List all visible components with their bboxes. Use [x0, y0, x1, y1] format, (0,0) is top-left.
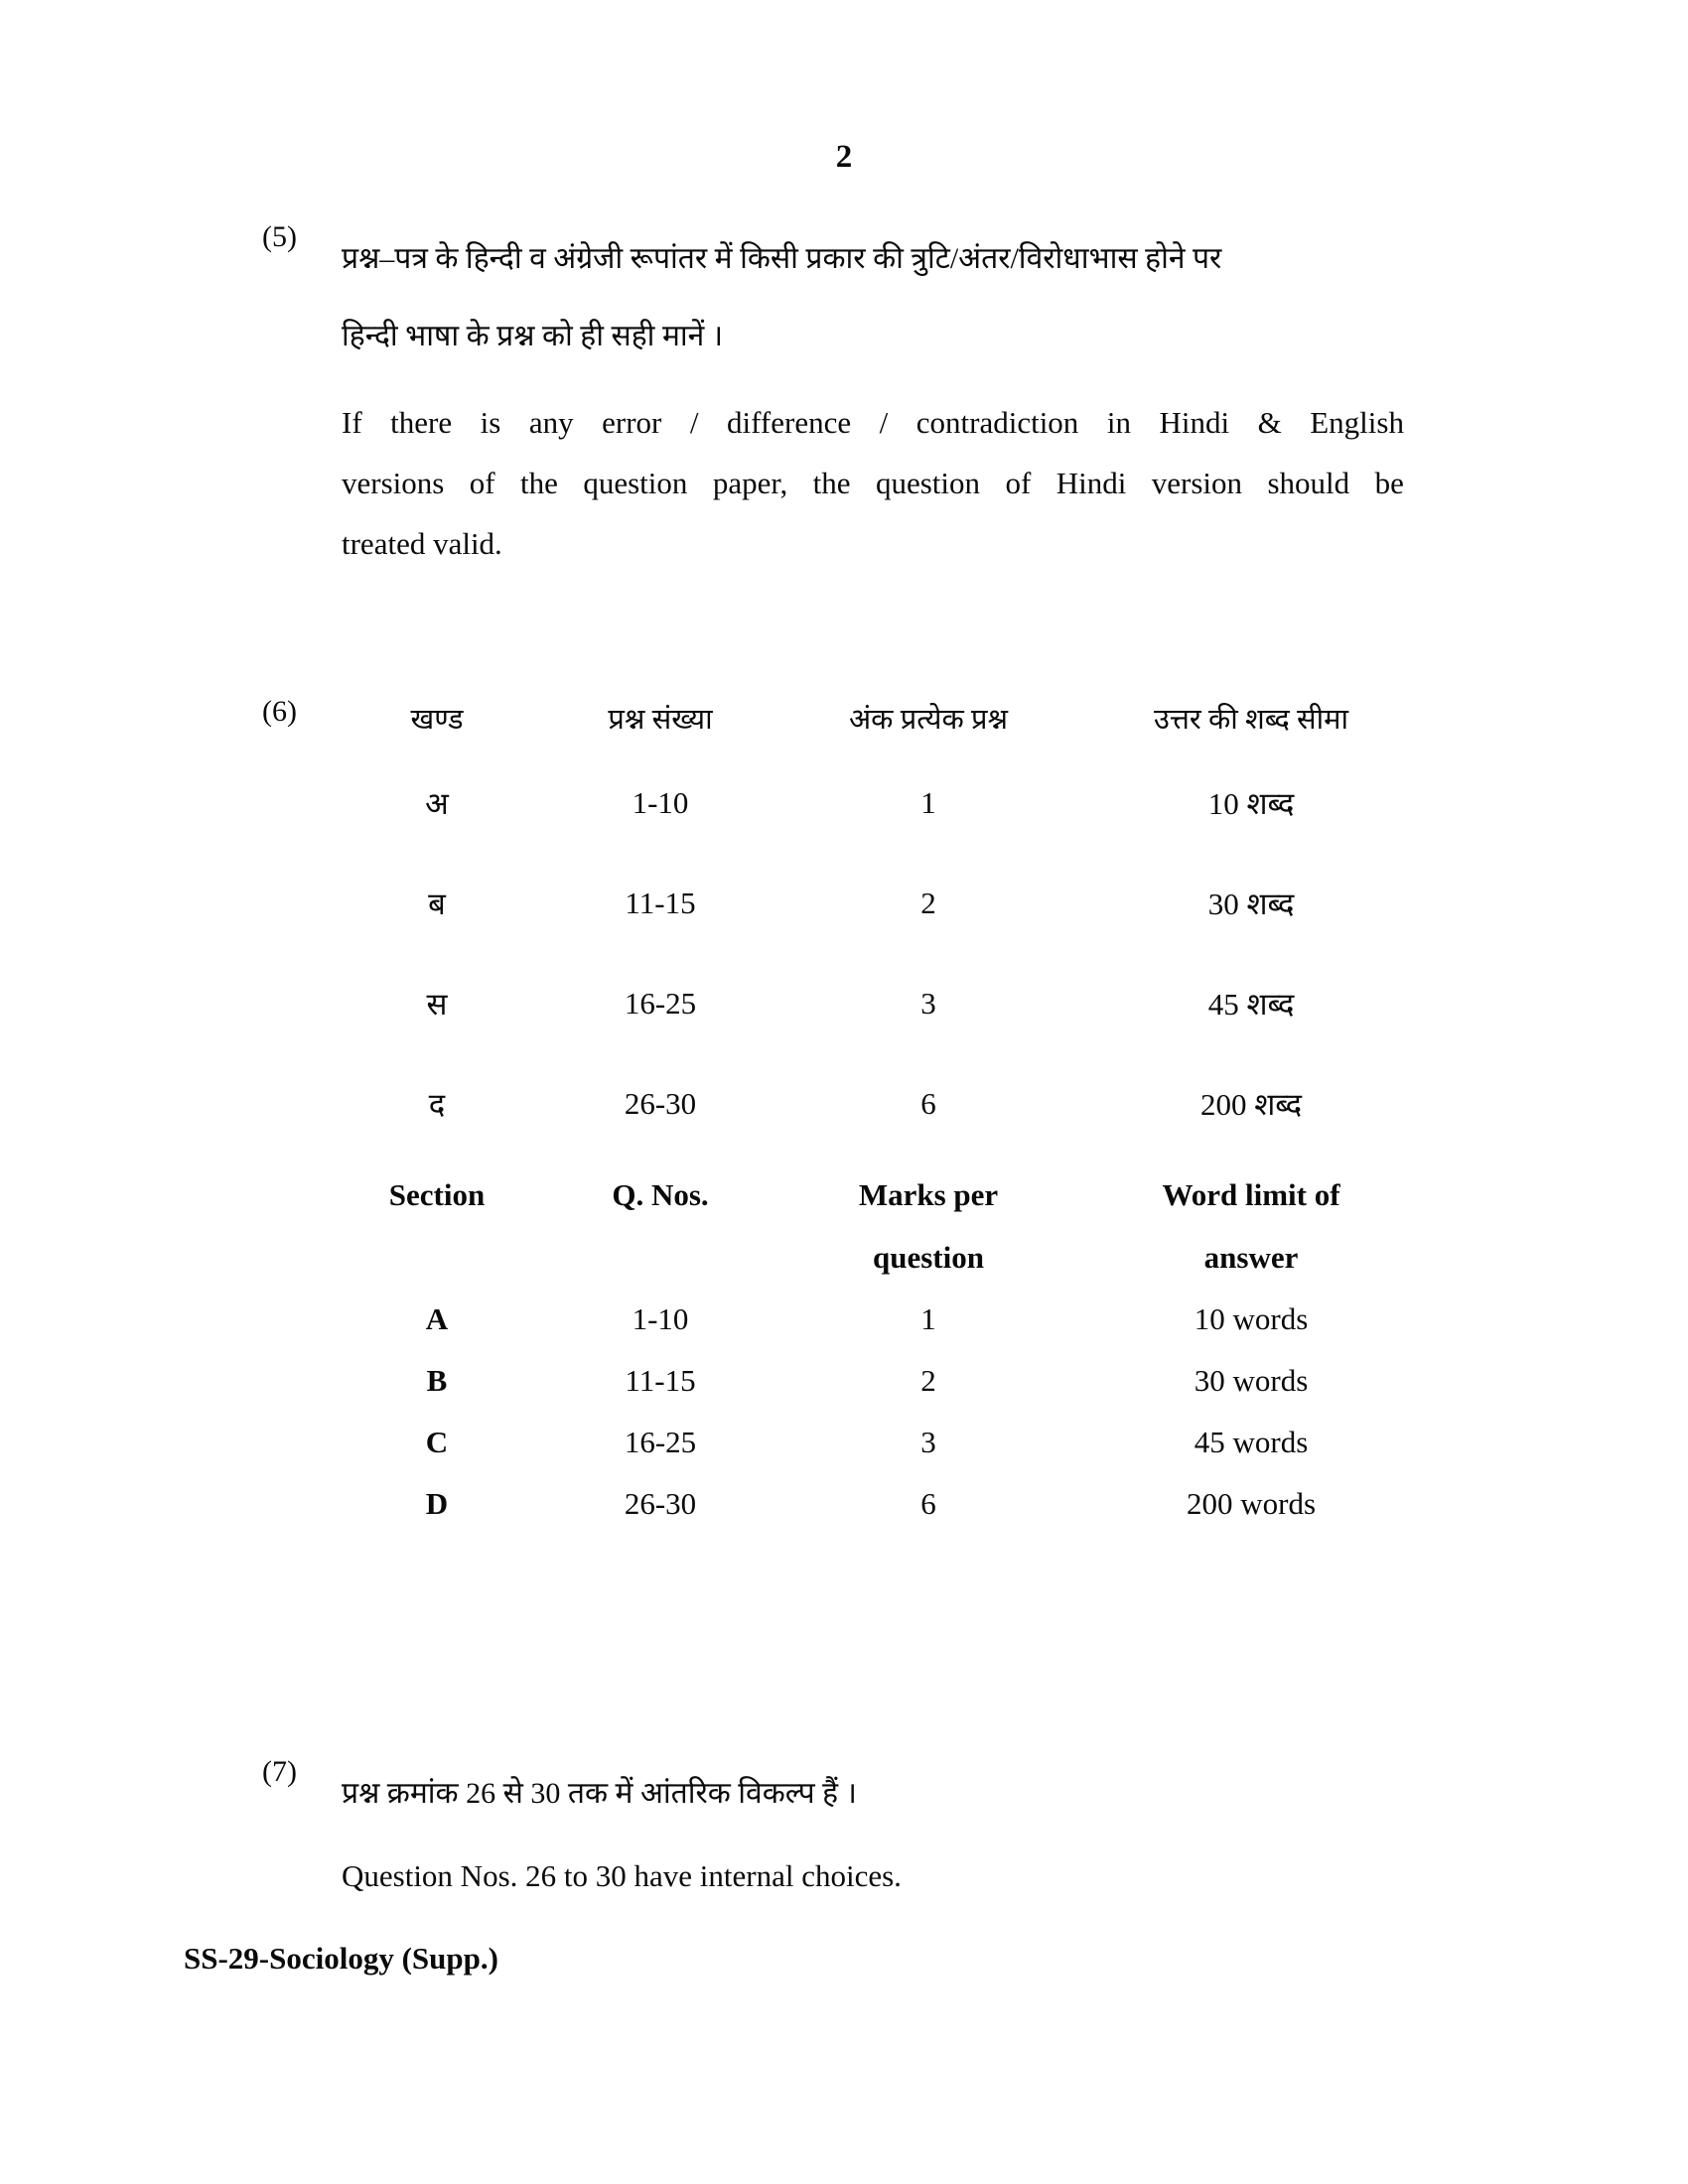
hindi-cell-marks: 1	[920, 784, 936, 820]
word: contradiction	[915, 405, 1079, 440]
clause-5-english-line-3: treated valid.	[342, 526, 502, 561]
header-line-1: Section	[388, 1177, 486, 1212]
word: the	[520, 466, 558, 500]
hindi-cell-section: ब	[428, 886, 446, 921]
hindi-cell-marks: 2	[920, 885, 936, 920]
clause-5-english-body	[342, 392, 1404, 574]
english-cell-section: A	[425, 1301, 449, 1336]
hindi-cell-words: 200 शब्द	[1199, 1086, 1303, 1122]
english-cell-words: 10 words	[1194, 1301, 1309, 1336]
english-spec-table	[338, 1163, 1430, 1535]
question-number: 26	[525, 1858, 557, 1893]
text-run: to	[556, 1858, 596, 1893]
english-cell-section: C	[425, 1425, 449, 1459]
english-header-cell-1	[536, 1163, 784, 1289]
text-run: तक में आंतरिक विकल्प हैं ।	[560, 1777, 857, 1810]
page-number: 2	[835, 139, 853, 175]
english-table-row	[338, 1350, 1430, 1412]
english-cell-words: 45 words	[1194, 1425, 1309, 1459]
english-cell-words: 200 words	[1186, 1486, 1317, 1521]
english-cell-section: D	[425, 1486, 449, 1521]
word: should	[1267, 466, 1350, 500]
word: there	[390, 405, 453, 440]
text-run: have internal choices.	[626, 1858, 902, 1893]
clause-7-hindi-line	[342, 1755, 1434, 1833]
english-cell-words: 30 words	[1194, 1363, 1309, 1398]
english-header-cell-3	[1072, 1163, 1430, 1289]
word: the	[812, 466, 851, 500]
hindi-table-row	[338, 853, 1430, 953]
hindi-cell-qnos: 1-10	[632, 784, 689, 820]
header-line-2: answer	[1203, 1240, 1299, 1275]
word: /	[689, 405, 699, 440]
word: &	[1257, 405, 1282, 440]
word: Hindi	[1055, 466, 1127, 500]
clause-5-english-line-2	[342, 453, 1404, 513]
english-cell-qnos: 26-30	[624, 1486, 697, 1521]
hindi-cell-words: 45 शब्द	[1207, 986, 1295, 1022]
text-run: Question Nos.	[342, 1858, 526, 1893]
english-header-cell-2	[784, 1163, 1072, 1289]
clause-7-marker: (7)	[262, 1755, 297, 1788]
clause-5	[262, 220, 1434, 375]
english-cell-marks: 1	[920, 1301, 936, 1336]
hindi-table-header-row	[338, 683, 1430, 752]
clause-5-hindi-line-2: हिन्दी भाषा के प्रश्न को ही सही मानें ।	[342, 320, 724, 352]
english-cell-section: B	[426, 1363, 448, 1398]
header-line-1: Marks per	[858, 1177, 999, 1212]
english-cell-qnos: 1-10	[632, 1301, 689, 1336]
hindi-cell-marks: 6	[920, 1085, 936, 1121]
english-cell-marks: 6	[920, 1486, 936, 1521]
english-table-row	[338, 1473, 1430, 1535]
english-cell-marks: 2	[920, 1363, 936, 1398]
english-header-cell-0	[338, 1163, 536, 1289]
word: be	[1374, 466, 1404, 500]
hindi-cell-marks: 3	[920, 985, 936, 1021]
hindi-cell-section: अ	[425, 785, 449, 821]
word: in	[1106, 405, 1131, 440]
word: English	[1310, 405, 1404, 440]
header-line-1: Q. Nos.	[612, 1177, 709, 1212]
hindi-spec-table	[338, 683, 1430, 1154]
english-cell-qnos: 16-25	[624, 1425, 697, 1459]
clause-6-marker: (6)	[262, 695, 297, 728]
hindi-cell-section: द	[428, 1086, 446, 1122]
hindi-header-cell-1: प्रश्न संख्या	[608, 703, 713, 736]
english-table-row	[338, 1412, 1430, 1473]
clause-5-hindi-body	[342, 220, 1434, 375]
hindi-cell-qnos: 11-15	[625, 885, 696, 920]
word: any	[528, 405, 574, 440]
text-run: प्रश्न क्रमांक	[342, 1777, 467, 1810]
word: is	[480, 405, 501, 440]
hindi-cell-words: 30 शब्द	[1207, 886, 1295, 921]
word: error	[602, 405, 662, 440]
hindi-table-row	[338, 752, 1430, 853]
word: question	[875, 466, 981, 500]
hindi-header-cell-2: अंक प्रत्येक प्रश्न	[849, 703, 1008, 736]
hindi-header-cell-0: खण्ड	[410, 703, 464, 736]
word: of	[469, 466, 495, 500]
text-run: से	[495, 1777, 531, 1810]
clause-7	[262, 1755, 1434, 1833]
footer-paper-code: SS-29-Sociology (Supp.)	[184, 1941, 498, 1976]
clause-7-hindi-body	[342, 1755, 1434, 1833]
question-number: 26	[466, 1777, 496, 1810]
hindi-table-row	[338, 953, 1430, 1053]
clause-5-marker: (5)	[262, 220, 297, 253]
english-cell-qnos: 11-15	[625, 1363, 696, 1398]
hindi-cell-qnos: 26-30	[624, 1085, 697, 1121]
question-number: 30	[595, 1858, 627, 1893]
hindi-cell-qnos: 16-25	[624, 985, 697, 1021]
question-number: 30	[530, 1777, 561, 1810]
english-cell-marks: 3	[920, 1425, 936, 1459]
word: difference	[727, 405, 852, 440]
hindi-cell-section: स	[426, 986, 448, 1022]
clause-7-english-line	[342, 1858, 1404, 1894]
hindi-table-row	[338, 1053, 1430, 1154]
clause-5-english-line-1	[342, 392, 1404, 453]
header-line-2: question	[873, 1240, 984, 1275]
english-table-row	[338, 1289, 1430, 1350]
word: /	[879, 405, 889, 440]
word: paper,	[712, 466, 788, 500]
word: of	[1005, 466, 1032, 500]
hindi-cell-words: 10 शब्द	[1207, 785, 1295, 821]
header-line-1: Word limit of	[1162, 1177, 1340, 1212]
word: version	[1151, 466, 1243, 500]
english-table-header-row	[338, 1163, 1430, 1289]
word: question	[583, 466, 688, 500]
word: If	[342, 405, 362, 440]
hindi-header-cell-3: उत्तर की शब्द सीमा	[1153, 703, 1349, 736]
clause-5-hindi-line-1: प्रश्न–पत्र के हिन्दी व अंग्रेजी रूपांतर में किसी प्रकार की त्रुटि/अंतर/विरोधाभास होने पर	[342, 242, 1222, 275]
word: versions	[342, 466, 445, 500]
word: Hindi	[1159, 405, 1230, 440]
